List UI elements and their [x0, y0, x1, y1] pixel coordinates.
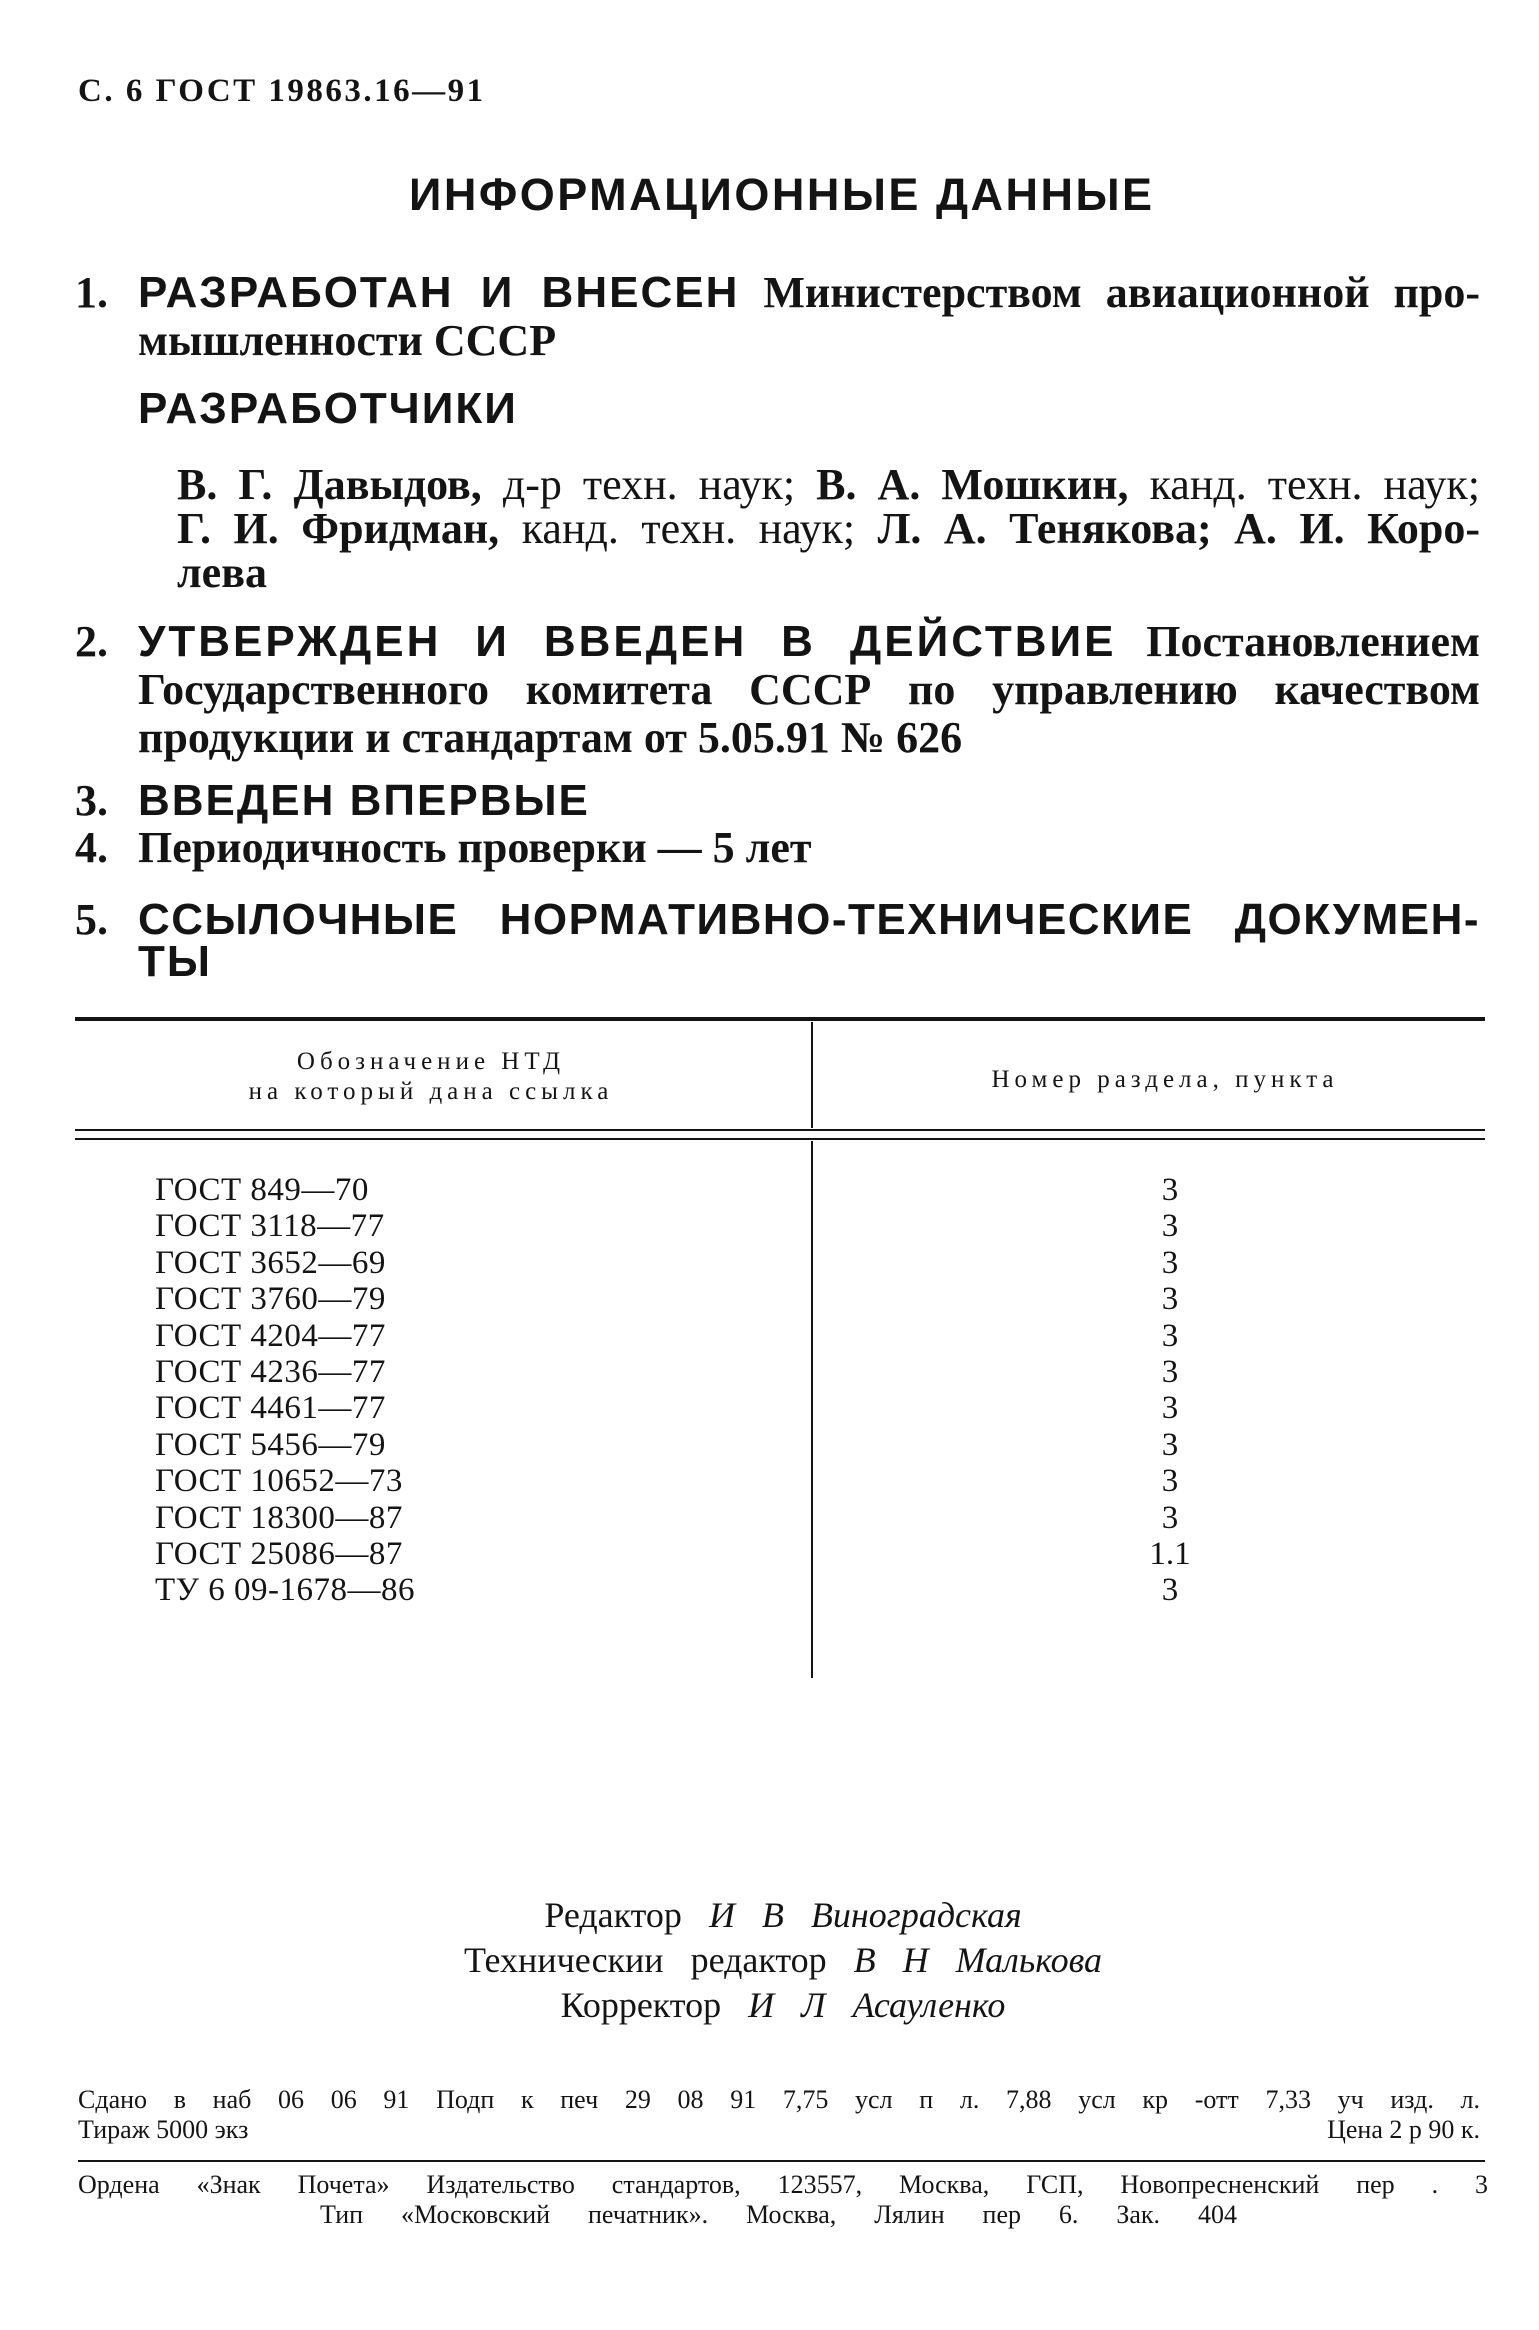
document-title: ИНФОРМАЦИОННЫЕ ДАННЫЕ: [409, 169, 1155, 220]
imprint-print-run: Тираж 5000 экз: [78, 2115, 249, 2144]
table-row: [0, 1536, 1539, 1572]
table-cell-document: ГОСТ 4204—77: [155, 1317, 386, 1354]
editor-name: И Л Асауленко: [748, 1985, 1006, 2025]
item-2-heading: УТВЕРЖДЕН И ВВЕДЕН В ДЕЙСТВИЕ: [138, 617, 1117, 666]
table-cell-document: ГОСТ 25086—87: [155, 1535, 403, 1572]
developers-heading: РАЗРАБОТЧИКИ: [138, 384, 518, 433]
item-1-number: 1.: [75, 268, 108, 317]
editor-name: И В Виноградская: [708, 1895, 1022, 1935]
table-cell-section: 3: [1161, 1353, 1179, 1390]
item-2-line-1: [138, 618, 1480, 666]
table-cell-document: ГОСТ 4236—77: [155, 1353, 386, 1390]
item-2-text-part-2: Государственного комитета СССР по управлению качеством: [138, 665, 1480, 714]
imprint-production-line: Сдано в наб 06 06 91 Подп к печ 29 08 91 7,75 усл п л. 7,88 усл кр -отт 7,33 уч изд. л.: [78, 2085, 1480, 2114]
table-cell-section: 3: [1161, 1317, 1179, 1354]
developer-name: Л. А. Тенякова;: [877, 504, 1212, 553]
table-row: [0, 1500, 1539, 1536]
table-row: [0, 1427, 1539, 1463]
table-cell-document: ГОСТ 3652—69: [155, 1244, 386, 1281]
table-row: [0, 1463, 1539, 1499]
item-2-number: 2.: [75, 617, 108, 666]
table-row: [0, 1318, 1539, 1354]
item-1-line-1: [138, 269, 1480, 317]
table-cell-section: 3: [1161, 1499, 1179, 1536]
table-cell-document: ГОСТ 18300—87: [155, 1499, 403, 1536]
table-cell-section: 3: [1161, 1208, 1179, 1245]
table-cell-section: 3: [1161, 1390, 1179, 1427]
table-cell-section: 3: [1161, 1172, 1179, 1208]
table-row: [0, 1172, 1539, 1208]
developers-line-2: [177, 504, 1481, 553]
editor-role: Техническии редактор: [463, 1940, 827, 1980]
table-header-rule-lower: [75, 1138, 1485, 1140]
table-top-rule: [75, 1017, 1485, 1021]
editor-role: Редактор: [544, 1895, 682, 1935]
item-5-heading-line-1: ССЫЛОЧНЫЕ НОРМАТИВНО-ТЕХНИЧЕСКИЕ ДОКУМЕН-: [138, 895, 1480, 944]
table-cell-section: 3: [1161, 1281, 1179, 1318]
table-cell-section: 3: [1161, 1426, 1179, 1463]
item-5-heading-line-2: ТЫ: [138, 937, 212, 986]
page-reference: С. 6 ГОСТ 19863.16—91: [78, 73, 486, 109]
developer-degree: д-р техн. наук;: [502, 460, 796, 509]
table-body: [0, 1172, 1539, 1609]
table-header-document-line-2: на который дана ссылка: [248, 1078, 614, 1105]
developer-name: В. Г. Давыдов,: [177, 460, 482, 509]
imprint-publisher: Ордена «Знак Почета» Издательство стандартов, 123557, Москва, ГСП, Новопресненский пер . 3: [78, 2170, 1488, 2199]
table-cell-section: 1.1: [1149, 1535, 1191, 1572]
table-row: [0, 1208, 1539, 1244]
table-cell-document: ГОСТ 3760—79: [155, 1281, 386, 1318]
table-cell-document: ГОСТ 5456—79: [155, 1426, 386, 1463]
item-1-text-part-2: мышленности СССР: [138, 316, 557, 365]
table-cell-section: 3: [1161, 1244, 1179, 1281]
table-cell-document: ГОСТ 849—70: [155, 1172, 369, 1208]
editorial-credits: [283, 1893, 1283, 2028]
item-5-number: 5.: [75, 895, 108, 944]
table-row: [0, 1572, 1539, 1608]
table-cell-section: 3: [1161, 1463, 1179, 1500]
developers-line-3: лева: [177, 548, 267, 597]
item-1-text-part-1: Министерством авиационной про-: [763, 268, 1481, 317]
developer-degree: канд. техн. наук;: [521, 504, 856, 553]
table-cell-document: ГОСТ 10652—73: [155, 1463, 403, 1500]
item-4-text: Периодичность проверки — 5 лет: [138, 823, 812, 872]
item-2-text-part-3: продукции и стандартам от 5.05.91 № 626: [138, 713, 963, 762]
table-row: [0, 1245, 1539, 1281]
table-cell-document: ТУ 6 09-1678—86: [155, 1572, 416, 1609]
editor-role: Корректор: [560, 1985, 722, 2025]
developer-degree: канд. техн. наук;: [1149, 460, 1481, 509]
developer-name: В. А. Мошкин,: [816, 460, 1129, 509]
item-1-heading: РАЗРАБОТАН И ВНЕСЕН: [138, 268, 740, 317]
table-header-section: Номер раздела, пункта: [991, 1066, 1339, 1093]
table-column-divider: [811, 1022, 813, 1128]
item-3-heading: ВВЕДЕН ВПЕРВЫЕ: [138, 776, 590, 825]
table-cell-section: 3: [1161, 1572, 1179, 1609]
item-2-text-part-1: Постановлением: [1146, 617, 1480, 666]
table-row: [0, 1390, 1539, 1426]
developer-name: Г. И. Фридман,: [177, 504, 500, 553]
table-row: [0, 1354, 1539, 1390]
developer-name: А. И. Коро-: [1234, 504, 1481, 553]
table-header-document: [75, 1047, 787, 1107]
item-3-number: 3.: [75, 776, 108, 825]
table-header-document-line-1: Обозначение НТД: [296, 1048, 566, 1075]
table-cell-document: ГОСТ 3118—77: [155, 1208, 385, 1245]
table-row: [0, 1281, 1539, 1317]
editor-line: [283, 1983, 1283, 2028]
table-cell-document: ГОСТ 4461—77: [155, 1390, 386, 1427]
editor-name: В Н Малькова: [853, 1940, 1103, 1980]
item-4-number: 4.: [75, 823, 108, 872]
editor-line: [283, 1893, 1283, 1938]
imprint-printer: Тип «Московский печатник». Москва, Лялин пер 6. Зак. 404: [320, 2200, 1237, 2229]
editor-line: [283, 1938, 1283, 1983]
developers-line-1: [177, 460, 1481, 509]
table-header-rule-upper: [75, 1129, 1485, 1131]
imprint-divider: [78, 2160, 1485, 2162]
imprint-price: Цена 2 р 90 к.: [1327, 2115, 1480, 2144]
